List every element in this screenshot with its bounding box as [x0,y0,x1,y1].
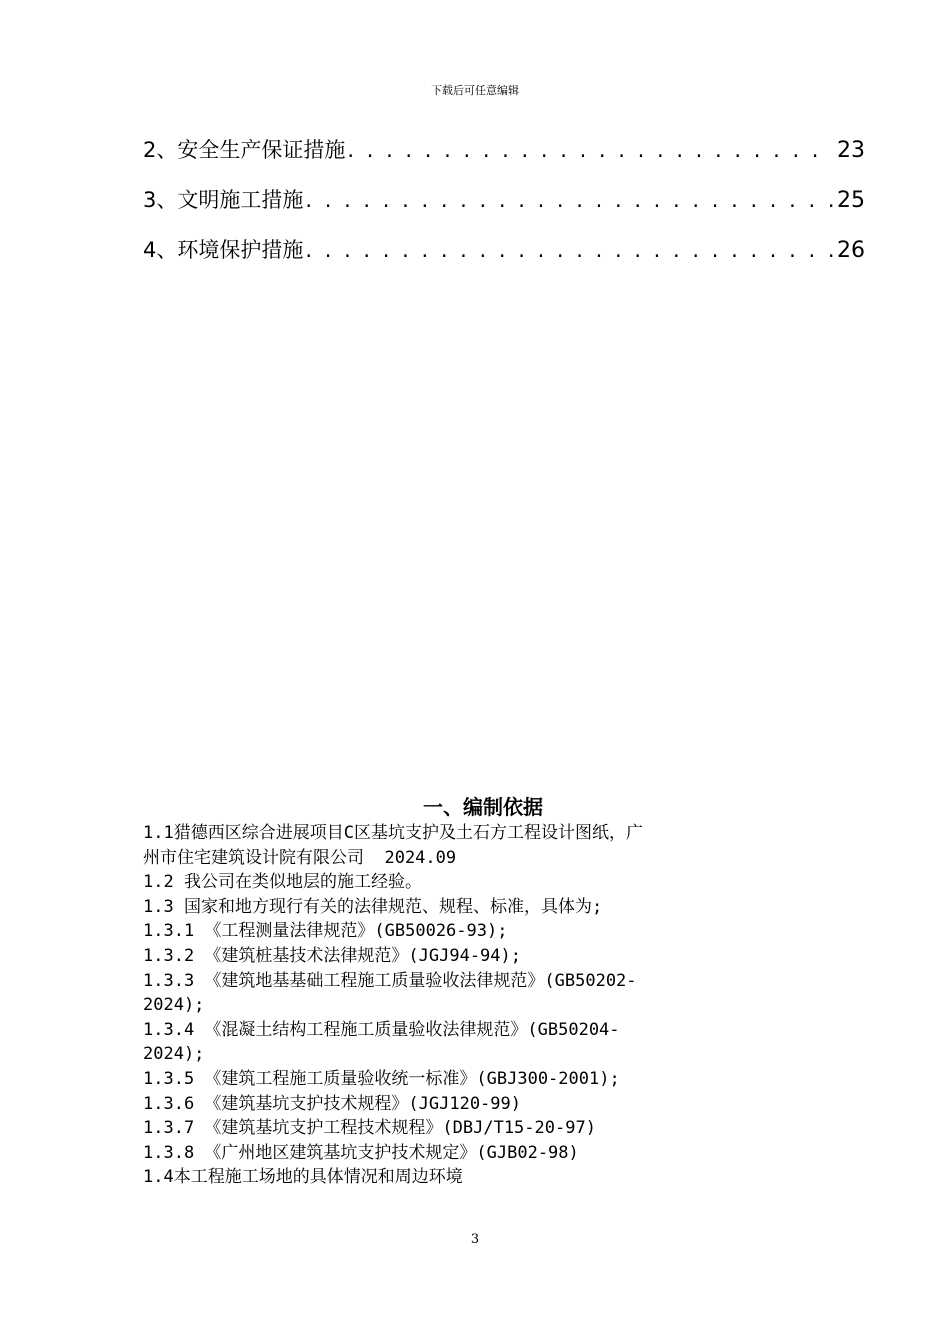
body-line: 1.3.1 《工程测量法律规范》(GB50026-93); [143,921,508,942]
body-line: 州市住宅建筑设计院有限公司 2024.09 [143,847,457,868]
table-of-contents [143,134,865,284]
page-header-note: 下载后可任意编辑 [431,84,519,97]
toc-entry[interactable] [143,234,865,284]
body-line: 1.3.8 《广州地区建筑基坑支护技术规定》(GJB02-98) [143,1142,579,1163]
toc-dot-leader [305,238,833,262]
body-line: 1.1猎德西区综合进展项目C区基坑支护及土石方工程设计图纸，广 [143,823,643,843]
toc-dot-leader [347,138,833,162]
toc-entry[interactable] [143,184,865,234]
toc-entry-label: 2、安全生产保证措施 [143,138,346,162]
toc-entry[interactable] [143,134,865,184]
body-line: 1.3.5 《建筑工程施工质量验收统一标准》(GBJ300-2001); [143,1068,620,1089]
body-line: 1.3.2 《建筑桩基技术法律规范》(JGJ94-94); [143,945,521,966]
body-line: 2024); [143,995,205,1016]
toc-entry-page: 25 [837,188,865,213]
body-line: 1.3.4 《混凝土结构工程施工质量验收法律规范》(GB50204- [143,1019,620,1040]
body-line: 1.3.6 《建筑基坑支护技术规程》(JGJ120-99) [143,1093,521,1114]
body-line: 1.3.7 《建筑基坑支护工程技术规程》(DBJ/T15-20-97) [143,1118,596,1139]
toc-entry-page: 23 [837,138,865,163]
toc-dot-leader [305,188,833,212]
body-line: 1.3 国家和地方现行有关的法律规范、规程、标准，具体为; [143,896,603,917]
body-line: 1.3.3 《建筑地基基础工程施工质量验收法律规范》(GB50202- [143,970,637,991]
page-number: 3 [470,1232,480,1247]
body-line: 2024); [143,1044,205,1065]
toc-entry-label: 3、文明施工措施 [143,188,304,212]
toc-entry-page: 26 [837,238,865,263]
section-compilation-basis [143,793,823,1190]
section-title: 一、编制依据 [423,795,543,819]
body-line: 1.4本工程施工场地的具体情况和周边环境 [143,1167,463,1188]
toc-entry-label: 4、环境保护措施 [143,238,304,262]
body-line: 1.2 我公司在类似地层的施工经验。 [143,872,422,893]
